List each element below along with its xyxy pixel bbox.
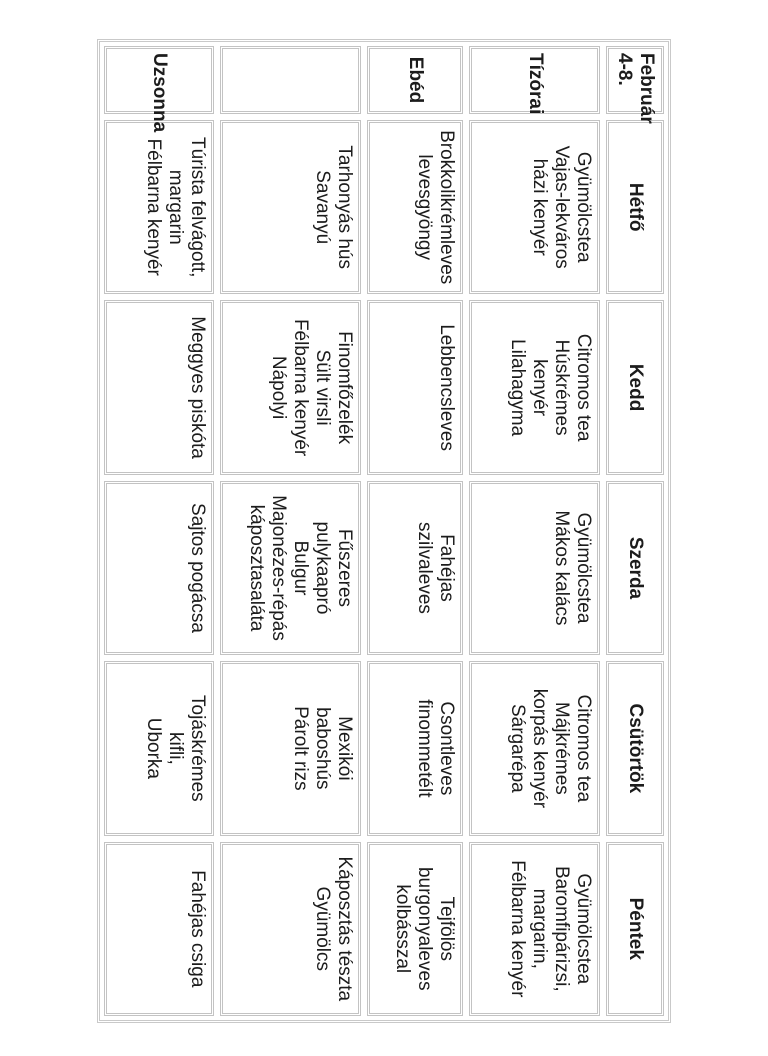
day-header: Hétfő <box>606 120 664 294</box>
menu-item-line: Vajas-lekváros <box>550 145 572 269</box>
meal-row <box>220 46 361 1016</box>
period-month: Február <box>635 53 657 124</box>
menu-cell <box>220 842 361 1016</box>
menu-item-line: margarin, <box>528 888 550 969</box>
menu-item-line: Mákos kalács <box>550 510 572 626</box>
menu-item-line: Savanyú <box>311 170 333 245</box>
menu-item-line: pulykaapró <box>311 521 333 615</box>
menu-cell <box>367 661 463 835</box>
menu-item-line: Túrista felvágott, <box>187 136 209 278</box>
menu-item-line: Brokkolikrémleves <box>436 130 458 285</box>
header-row <box>606 46 664 1016</box>
menu-cell <box>220 661 361 835</box>
menu-item-line: Mexikói <box>333 716 355 781</box>
menu-item-line: Lebbencsleves <box>436 324 458 451</box>
menu-cell <box>104 300 214 474</box>
menu-item-line: Fűszeres <box>333 528 355 608</box>
menu-item-line: kenyér <box>528 359 550 417</box>
menu-item-line: Gyümölcs <box>311 886 333 972</box>
menu-cell <box>469 481 599 655</box>
menu-item-line: Gyümölcstea <box>572 512 594 624</box>
menu-cell <box>367 481 463 655</box>
menu-item-line: Fahéjas csiga <box>187 870 209 988</box>
day-header: Csütörtök <box>606 661 664 835</box>
menu-cell <box>104 661 214 835</box>
menu-item-line: baboshús <box>311 707 333 790</box>
menu-item-line: kifli, <box>165 732 187 765</box>
meal-row <box>367 46 463 1016</box>
menu-item-line: házi kenyér <box>528 158 550 256</box>
menu-item-line: Gyümölcstea <box>572 151 594 263</box>
menu-item-line: Majonézes-répás <box>267 495 289 641</box>
menu-table <box>98 40 670 1022</box>
day-header: Kedd <box>606 300 664 474</box>
menu-cell <box>104 842 214 1016</box>
meal-label: Tízórai <box>469 46 599 114</box>
menu-cell <box>469 300 599 474</box>
menu-cell <box>220 481 361 655</box>
menu-cell <box>367 300 463 474</box>
menu-cell <box>104 481 214 655</box>
menu-item-line: Citromos tea <box>572 333 594 442</box>
menu-cell <box>367 120 463 294</box>
menu-item-line: Félbarna kenyér <box>289 318 311 457</box>
menu-item-line: Káposztás tészta <box>333 856 355 1002</box>
menu-item-line: Tejfölös <box>436 896 458 961</box>
menu-item-line: Finomfőzelék <box>333 331 355 445</box>
menu-item-line: Sült virsli <box>311 349 333 426</box>
menu-item-line: finommetélt <box>414 699 436 798</box>
menu-cell <box>469 842 599 1016</box>
menu-item-line: Csontleves <box>436 701 458 796</box>
meal-label: Uzsonna <box>104 46 214 114</box>
period-cell <box>606 46 664 124</box>
menu-item-line: Bulgur <box>289 540 311 596</box>
menu-item-line: margarin <box>165 169 187 245</box>
day-header: Szerda <box>606 481 664 655</box>
menu-item-line: burgonyaleves <box>414 866 436 991</box>
day-header: Péntek <box>606 842 664 1016</box>
meal-label <box>220 46 361 114</box>
menu-item-line: Sárgarépa <box>506 704 528 793</box>
menu-item-line: Párolt rizs <box>289 706 311 791</box>
menu-item-line: Meggyes piskóta <box>187 316 209 459</box>
menu-cell <box>220 300 361 474</box>
menu-item-line: Nápolyi <box>267 355 289 420</box>
menu-item-line: Uborka <box>143 717 165 779</box>
menu-item-line: Tarhonyás hús <box>333 145 355 269</box>
menu-item-line: korpás kenyér <box>528 688 550 809</box>
menu-item-line: Citromos tea <box>572 694 594 803</box>
meal-label: Ebéd <box>367 46 463 114</box>
menu-cell <box>367 842 463 1016</box>
menu-item-line: kolbásszal <box>392 884 414 974</box>
menu-cell <box>469 661 599 835</box>
meal-row <box>469 46 599 1016</box>
menu-item-line: Félbarna kenyér <box>506 860 528 998</box>
menu-item-line: Fahéjas <box>436 534 458 602</box>
menu-cell <box>469 120 599 294</box>
menu-item-line: Húskrémes <box>550 339 572 436</box>
menu-item-line: Tojáskrémes <box>187 695 209 802</box>
menu-item-line: káposztasaláta <box>245 504 267 632</box>
menu-item-line: Gyümölcstea <box>572 873 594 985</box>
menu-item-line: levesgyöngy <box>414 154 436 260</box>
meal-row <box>104 46 214 1016</box>
menu-cell <box>104 120 214 294</box>
menu-item-line: Sajtos pogácsa <box>187 503 209 633</box>
menu-item-line: Májkrémes <box>550 701 572 795</box>
menu-item-line: Lilahagyma <box>506 339 528 437</box>
menu-cell <box>220 120 361 294</box>
menu-item-line: szilvaleves <box>414 522 436 614</box>
menu-item-line: Félbarna kenyér <box>143 138 165 276</box>
menu-item-line: Baromfipárizsi, <box>550 865 572 992</box>
period-dates: 4-8. <box>613 53 635 86</box>
